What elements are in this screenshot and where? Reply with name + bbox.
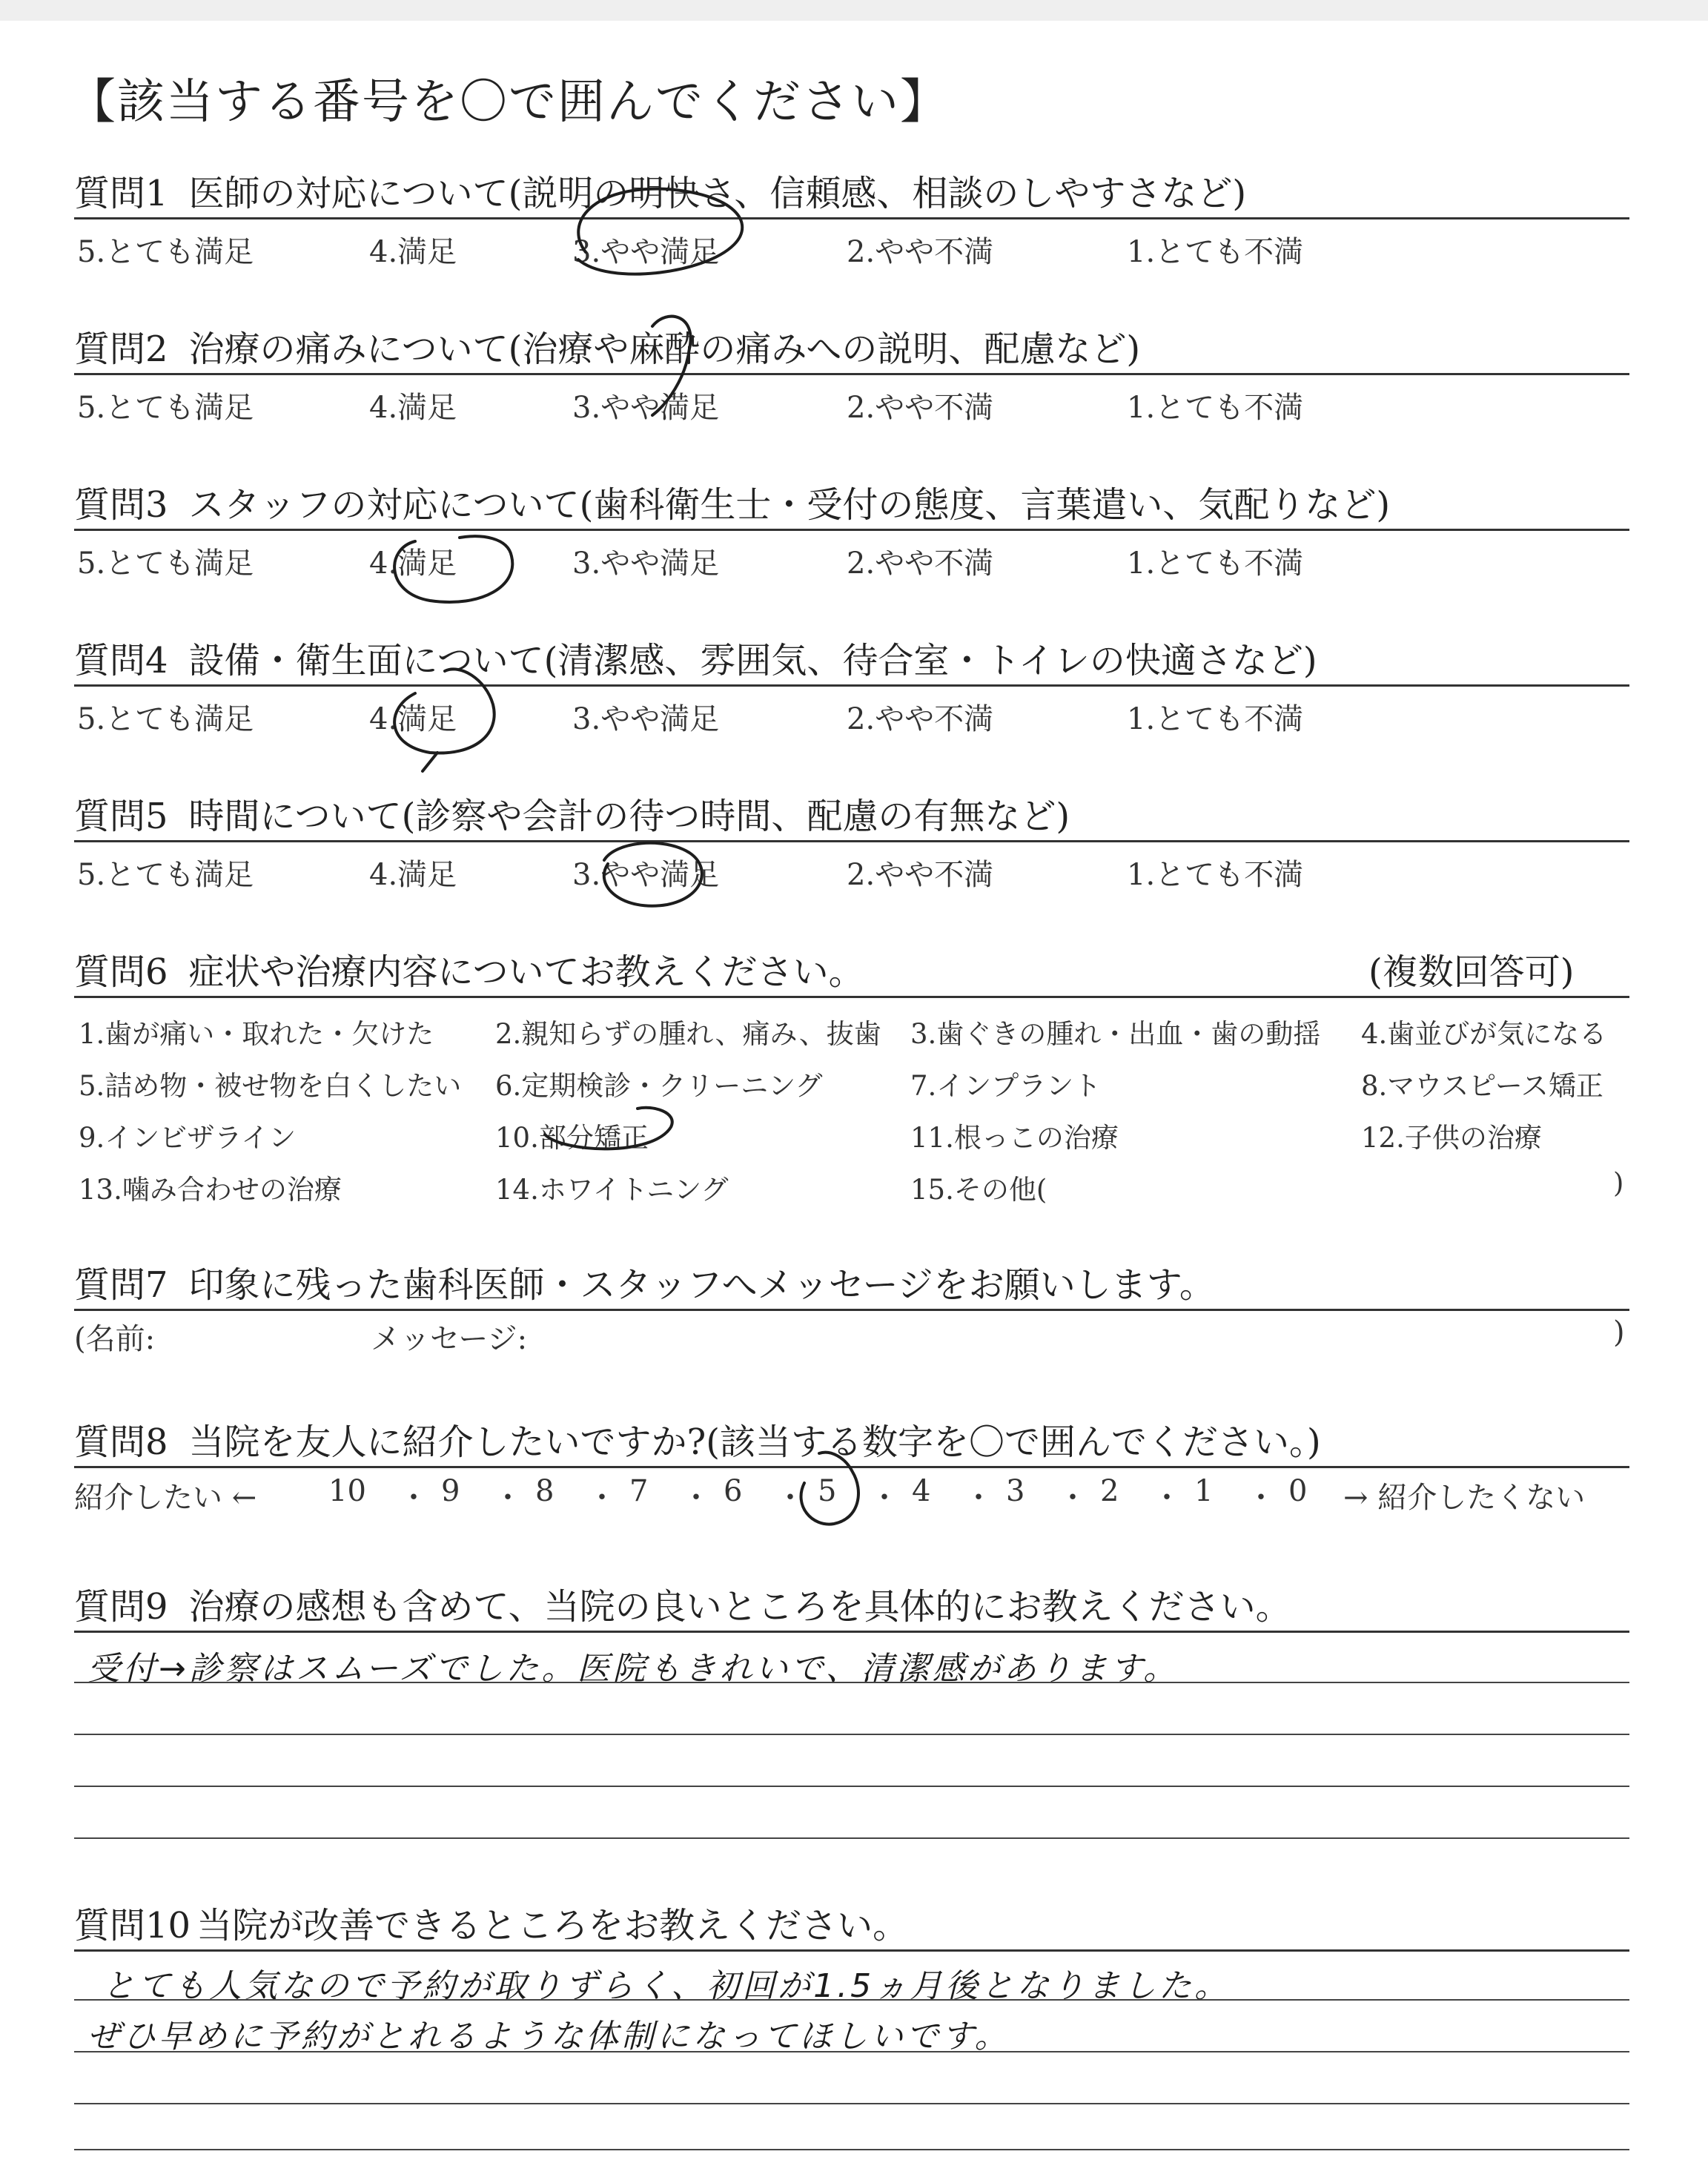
question-2-heading	[74, 320, 1140, 371]
q6-option-13[interactable]: 13.噛み合わせの治療	[79, 1174, 342, 1206]
question-6-rule	[74, 996, 1629, 998]
answer-line	[74, 1837, 1629, 1839]
question-text: 医師の対応について(説明の明快さ、信頼感、相談のしやすさなど)	[188, 173, 1247, 214]
question-text: 当院が改善できるところをお教えください。	[196, 1905, 909, 1946]
q2-option-4[interactable]: 4.満足	[369, 391, 457, 425]
q4-option-1[interactable]: 1.とても不満	[1127, 702, 1304, 736]
question-10-heading	[74, 1897, 908, 1948]
question-text: 治療の感想も含めて、当院の良いところを具体的にお教えください。	[188, 1586, 1291, 1628]
question-number: 質問7	[74, 1264, 168, 1306]
q6-option-4[interactable]: 4.歯並びが気になる	[1361, 1018, 1607, 1050]
scale-separator: ・	[775, 1481, 805, 1515]
scan-top-edge	[0, 0, 1708, 21]
q3-option-3[interactable]: 3.やや満足	[572, 546, 720, 581]
scale-1[interactable]: 1	[1194, 1474, 1214, 1508]
name-field-label: (名前:	[74, 1322, 156, 1356]
q6-option-6[interactable]: 6.定期検診・クリーニング	[495, 1070, 823, 1102]
question-number: 質問4	[74, 640, 168, 681]
scale-8[interactable]: 8	[535, 1474, 555, 1508]
q6-option-8[interactable]: 8.マウスピース矯正	[1361, 1070, 1603, 1102]
q6-option-9[interactable]: 9.インビザライン	[79, 1122, 297, 1154]
question-8-heading	[74, 1413, 1321, 1464]
scale-7[interactable]: 7	[629, 1474, 649, 1508]
q4-option-2[interactable]: 2.やや不満	[847, 702, 994, 736]
q3-option-4[interactable]: 4.満足	[369, 546, 457, 581]
q5-option-3[interactable]: 3.やや満足	[572, 858, 720, 892]
message-close-paren: )	[1613, 1315, 1625, 1350]
q2-option-1[interactable]: 1.とても不満	[1127, 391, 1304, 425]
scale-separator: ・	[964, 1481, 993, 1515]
q2-option-2[interactable]: 2.やや不満	[847, 391, 994, 425]
q4-option-4[interactable]: 4.満足	[369, 702, 457, 736]
question-1-heading	[74, 165, 1246, 216]
question-5-heading	[74, 787, 1070, 839]
q10-answer-line-1: とても人気なので予約が取りずらく、初回が1.5ヵ月後となりました。	[102, 1967, 1231, 2005]
scale-separator: ・	[1058, 1481, 1088, 1515]
question-4-heading	[74, 632, 1317, 683]
q6-option-15[interactable]: 15.その他(	[910, 1174, 1047, 1206]
q3-option-5[interactable]: 5.とても満足	[77, 546, 254, 581]
multiple-answer-note: (複数回答可)	[1368, 951, 1575, 993]
q6-option-14[interactable]: 14.ホワイトニング	[495, 1174, 729, 1206]
scale-separator: ・	[681, 1481, 711, 1515]
question-2-rule	[74, 373, 1629, 375]
q10-answer-line-2: ぜひ早めに予約がとれるような体制になってほしいです。	[87, 2018, 1010, 2055]
question-3-rule	[74, 529, 1629, 531]
scale-5[interactable]: 5	[818, 1474, 837, 1508]
answer-line	[74, 1786, 1629, 1787]
answer-line	[74, 2149, 1629, 2150]
q5-option-2[interactable]: 2.やや不満	[847, 858, 994, 892]
question-number: 質問9	[74, 1586, 168, 1628]
q6-option-10[interactable]: 10.部分矯正	[495, 1122, 649, 1154]
question-7-rule	[74, 1309, 1629, 1311]
q4-option-3[interactable]: 3.やや満足	[572, 702, 720, 736]
question-text: 印象に残った歯科医師・スタッフへメッセージをお願いします。	[188, 1264, 1215, 1306]
question-10-rule	[74, 1949, 1629, 1952]
question-text: 時間について(診察や会計の待つ時間、配慮の有無など)	[188, 796, 1070, 837]
q6-option-2[interactable]: 2.親知らずの腫れ、痛み、抜歯	[495, 1018, 881, 1050]
q2-option-3[interactable]: 3.やや満足	[572, 391, 720, 425]
question-9-rule	[74, 1631, 1629, 1633]
answer-line	[74, 1734, 1629, 1735]
recommend-right-label: → 紹介したくない	[1343, 1481, 1586, 1515]
q4-option-5[interactable]: 5.とても満足	[77, 702, 254, 736]
q1-option-5[interactable]: 5.とても満足	[77, 235, 254, 269]
q1-option-4[interactable]: 4.満足	[369, 235, 457, 269]
question-text: スタッフの対応について(歯科衛生士・受付の態度、言葉遣い、気配りなど)	[188, 484, 1391, 526]
question-3-heading	[74, 476, 1390, 527]
q6-option-5[interactable]: 5.詰め物・被せ物を白くしたい	[79, 1070, 462, 1102]
scale-separator: ・	[1246, 1481, 1276, 1515]
question-number: 質問6	[74, 951, 168, 993]
q5-option-4[interactable]: 4.満足	[369, 858, 457, 892]
scale-separator: ・	[587, 1481, 617, 1515]
scale-separator: ・	[493, 1481, 523, 1515]
scale-4[interactable]: 4	[912, 1474, 931, 1508]
q2-option-5[interactable]: 5.とても満足	[77, 391, 254, 425]
q6-option-11[interactable]: 11.根っこの治療	[910, 1122, 1119, 1154]
q6-option-7[interactable]: 7.インプラント	[910, 1070, 1102, 1102]
question-text: 当院を友人に紹介したいですか?(該当する数字を〇で囲んでください。)	[188, 1421, 1321, 1463]
q6-option-1[interactable]: 1.歯が痛い・取れた・欠けた	[79, 1018, 434, 1050]
scale-10[interactable]: 10	[328, 1474, 366, 1508]
q6-other-close-paren: )	[1613, 1167, 1624, 1199]
scale-3[interactable]: 3	[1006, 1474, 1025, 1508]
question-number: 質問3	[74, 484, 168, 526]
answer-line	[74, 2051, 1629, 2052]
q3-option-2[interactable]: 2.やや不満	[847, 546, 994, 581]
question-number: 質問10	[74, 1905, 191, 1946]
q6-option-3[interactable]: 3.歯ぐきの腫れ・出血・歯の動揺	[910, 1018, 1321, 1050]
q5-option-1[interactable]: 1.とても不満	[1127, 858, 1304, 892]
scale-0[interactable]: 0	[1288, 1474, 1308, 1508]
question-9-heading	[74, 1578, 1291, 1629]
scale-separator: ・	[870, 1481, 899, 1515]
scale-separator: ・	[1152, 1481, 1182, 1515]
question-number: 質問1	[74, 173, 168, 214]
q6-option-12[interactable]: 12.子供の治療	[1361, 1122, 1542, 1154]
answer-line	[74, 2103, 1629, 2104]
question-number: 質問2	[74, 328, 168, 370]
question-5-rule	[74, 840, 1629, 842]
q1-option-2[interactable]: 2.やや不満	[847, 235, 994, 269]
question-7-heading	[74, 1256, 1215, 1307]
q9-answer-line-1: 受付→診察はスムーズでした。医院もきれいで、清潔感があります。	[87, 1650, 1179, 1688]
question-text: 設備・衛生面について(清潔感、雰囲気、待合室・トイレの快適さなど)	[188, 640, 1317, 681]
q1-option-3[interactable]: 3.やや満足	[572, 235, 720, 269]
answer-line	[74, 1682, 1629, 1683]
question-text: 症状や治療内容についてお教えください。	[188, 951, 864, 993]
question-number: 質問5	[74, 796, 168, 837]
question-1-rule	[74, 217, 1629, 219]
scale-9[interactable]: 9	[441, 1474, 460, 1508]
question-6-heading	[74, 943, 864, 994]
scale-separator: ・	[399, 1481, 428, 1515]
answer-line	[74, 1999, 1629, 2001]
q1-option-1[interactable]: 1.とても不満	[1127, 235, 1304, 269]
page-title: 【該当する番号を〇で囲んでください】	[68, 75, 949, 130]
q3-option-1[interactable]: 1.とても不満	[1127, 546, 1304, 581]
message-field-label: メッセージ:	[371, 1322, 528, 1356]
question-text: 治療の痛みについて(治療や麻酔の痛みへの説明、配慮など)	[188, 328, 1141, 370]
q5-option-5[interactable]: 5.とても満足	[77, 858, 254, 892]
question-number: 質問8	[74, 1421, 168, 1463]
recommend-left-label: 紹介したい ←	[74, 1481, 257, 1515]
scale-2[interactable]: 2	[1100, 1474, 1119, 1508]
question-4-rule	[74, 684, 1629, 687]
scale-6[interactable]: 6	[724, 1474, 743, 1508]
question-8-rule	[74, 1466, 1629, 1468]
